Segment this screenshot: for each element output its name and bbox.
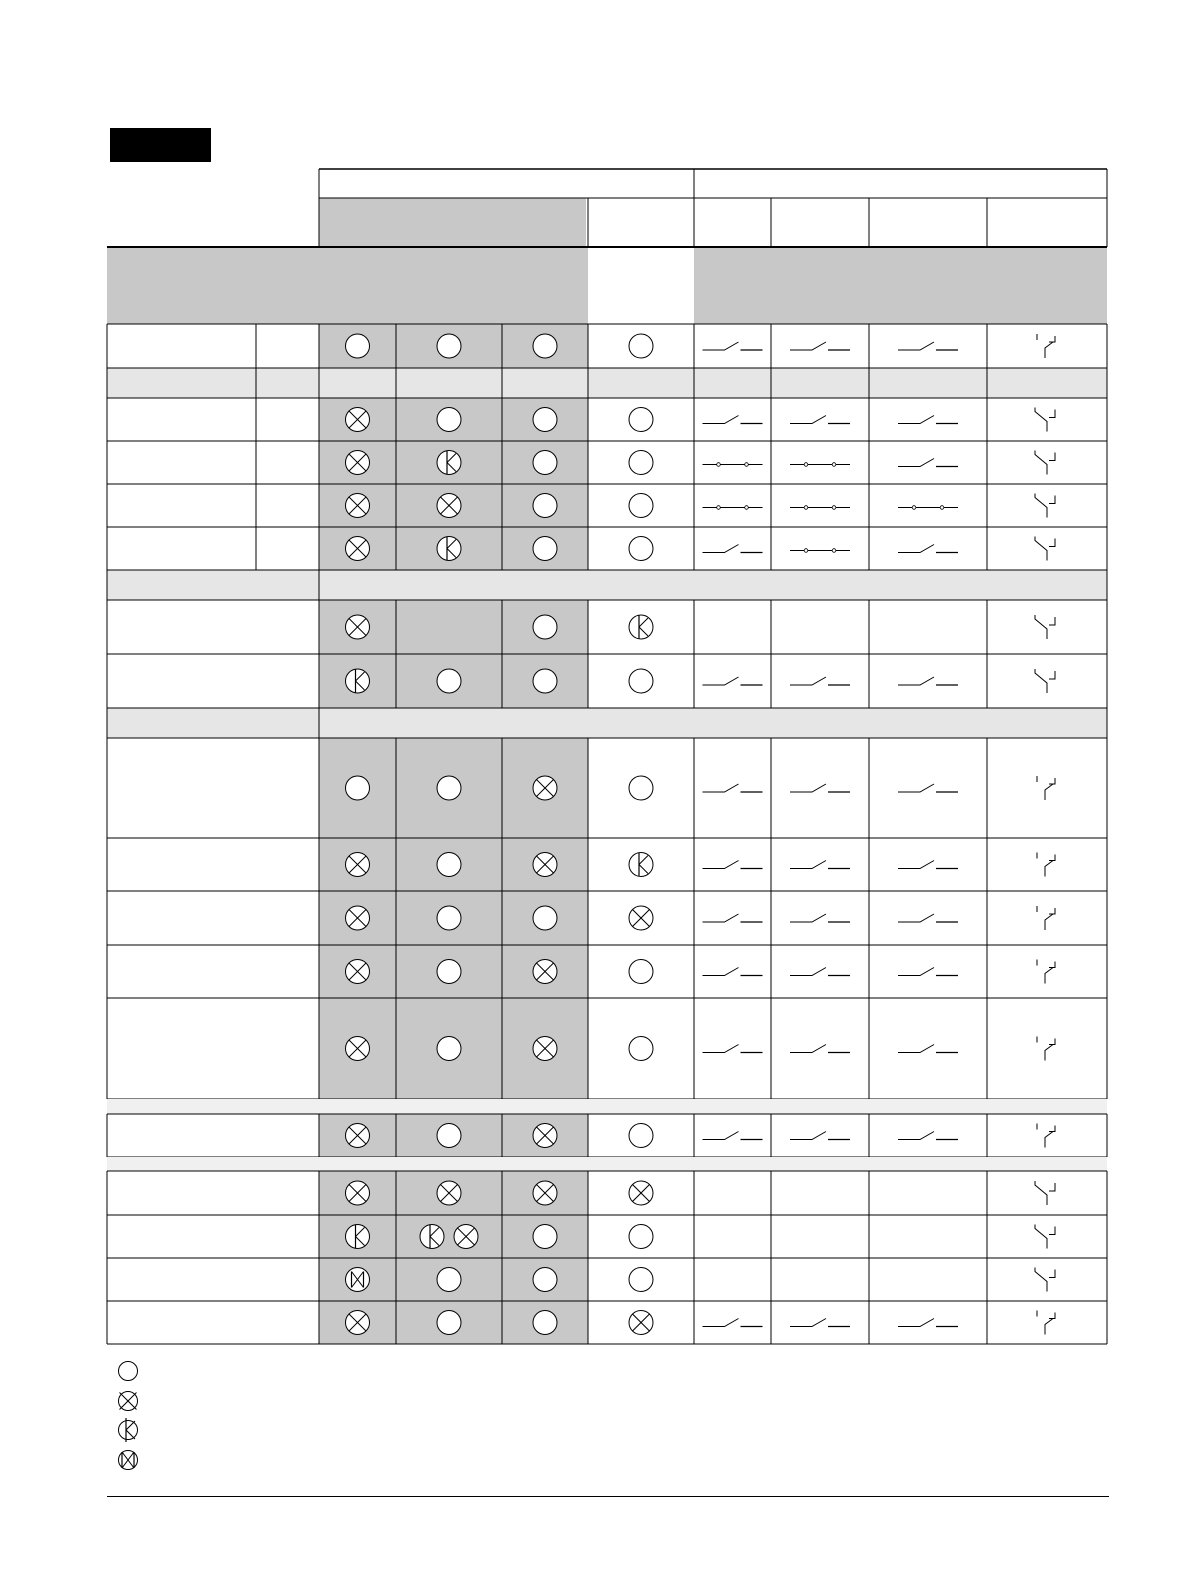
- footer-rule: [107, 1496, 1109, 1497]
- switch-open-icon: [790, 784, 850, 792]
- lamp-off-icon: [629, 1268, 653, 1292]
- relay-energized-icon: [1037, 776, 1055, 800]
- lamp-on-icon: [346, 1124, 370, 1148]
- lamp-blinking-icon: [346, 669, 370, 693]
- header-shade: [502, 248, 588, 324]
- lamp-on-icon: [346, 1037, 370, 1061]
- switch-open-icon: [898, 968, 958, 976]
- switch-open-icon: [703, 1319, 763, 1327]
- relay-de-energized-icon: [1035, 494, 1055, 518]
- lamp-on-icon: [346, 960, 370, 984]
- lamp-on-icon: [346, 1311, 370, 1335]
- lamp-off-icon: [437, 1268, 461, 1292]
- separator-band: [107, 368, 1107, 398]
- lamp-on-icon: [346, 494, 370, 518]
- switch-open-icon: [703, 914, 763, 922]
- switch-open-icon: [898, 1045, 958, 1053]
- separator-band: [107, 708, 1107, 738]
- lamp-off-icon: [629, 408, 653, 432]
- lamp-off-icon: [533, 408, 557, 432]
- lamp-on-icon: [346, 451, 370, 475]
- switch-open-icon: [790, 914, 850, 922]
- lamp-flash-icon: [346, 1268, 370, 1292]
- switch-open-icon: [703, 1045, 763, 1053]
- lamp-blinking-icon: [629, 615, 653, 639]
- lamp-off-icon: [533, 906, 557, 930]
- lamp-on-icon: [437, 1181, 461, 1205]
- lamp-on-icon: [533, 1124, 557, 1148]
- lamp-on-icon: [629, 906, 653, 930]
- switch-closed-icon: [790, 506, 850, 510]
- lamp-on-icon: [346, 853, 370, 877]
- relay-energized-icon: [1037, 906, 1055, 930]
- lamp-off-icon: [437, 776, 461, 800]
- header-shade: [771, 248, 869, 324]
- lamp-blinking-icon: [420, 1225, 444, 1249]
- header-shade: [987, 248, 1107, 324]
- lamp-off-icon: [437, 1037, 461, 1061]
- switch-open-icon: [703, 861, 763, 869]
- lamp-on-icon: [346, 615, 370, 639]
- switch-open-icon: [790, 342, 850, 350]
- lamp-off-icon: [437, 669, 461, 693]
- relay-de-energized-icon: [1035, 537, 1055, 561]
- lamp-blinking-icon: [437, 451, 461, 475]
- separator-band: [107, 570, 1107, 600]
- lamp-on-icon: [533, 853, 557, 877]
- legend-lamp-on-icon: [119, 1392, 138, 1411]
- lamp-on-icon: [629, 1311, 653, 1335]
- lamp-off-icon: [437, 960, 461, 984]
- switch-closed-icon: [703, 463, 763, 467]
- relay-de-energized-icon: [1035, 615, 1055, 639]
- switch-open-icon: [790, 861, 850, 869]
- separator-gap: [107, 1157, 1107, 1171]
- switch-open-icon: [703, 1132, 763, 1140]
- lamp-off-icon: [437, 853, 461, 877]
- lamp-off-icon: [346, 334, 370, 358]
- lamp-off-icon: [533, 615, 557, 639]
- switch-open-icon: [703, 784, 763, 792]
- relay-energized-icon: [1037, 1124, 1055, 1148]
- lamp-on-icon: [533, 1037, 557, 1061]
- lamp-off-icon: [533, 334, 557, 358]
- lamp-off-icon: [629, 1124, 653, 1148]
- lamp-off-icon: [629, 776, 653, 800]
- switch-open-icon: [898, 459, 958, 467]
- switch-open-icon: [898, 677, 958, 685]
- lamp-off-icon: [629, 537, 653, 561]
- switch-closed-icon: [790, 463, 850, 467]
- switch-open-icon: [790, 416, 850, 424]
- relay-de-energized-icon: [1035, 451, 1055, 475]
- switch-closed-icon: [790, 549, 850, 553]
- legend-lamp-off-icon: [119, 1362, 138, 1381]
- lamp-cell-shade: [396, 1215, 502, 1258]
- lamp-off-icon: [629, 494, 653, 518]
- lamp-off-icon: [437, 408, 461, 432]
- lamp-blinking-icon: [629, 853, 653, 877]
- separator-gap: [107, 1099, 1107, 1114]
- relay-energized-icon: [1037, 960, 1055, 984]
- lamp-off-icon: [437, 1311, 461, 1335]
- switch-open-icon: [790, 1132, 850, 1140]
- switch-open-icon: [703, 416, 763, 424]
- switch-open-icon: [790, 1045, 850, 1053]
- switch-open-icon: [703, 342, 763, 350]
- lamp-on-icon: [437, 494, 461, 518]
- legend-lamp-blinking-icon: [119, 1418, 138, 1442]
- relay-energized-icon: [1037, 1311, 1055, 1335]
- lamp-off-icon: [629, 1225, 653, 1249]
- switch-open-icon: [898, 861, 958, 869]
- switch-open-icon: [790, 677, 850, 685]
- lamp-on-icon: [533, 1181, 557, 1205]
- lamp-off-icon: [437, 906, 461, 930]
- switch-open-icon: [898, 416, 958, 424]
- lamp-off-icon: [629, 960, 653, 984]
- lamp-on-icon: [346, 408, 370, 432]
- lamp-off-icon: [629, 334, 653, 358]
- lamp-off-icon: [533, 451, 557, 475]
- header-shade: [869, 248, 987, 324]
- relay-energized-icon: [1037, 853, 1055, 877]
- switch-open-icon: [790, 968, 850, 976]
- lamp-off-icon: [533, 1268, 557, 1292]
- lamp-on-icon: [346, 537, 370, 561]
- relay-de-energized-icon: [1035, 1268, 1055, 1292]
- switch-closed-icon: [898, 506, 958, 510]
- lamp-blinking-icon: [437, 537, 461, 561]
- switch-open-icon: [703, 968, 763, 976]
- relay-de-energized-icon: [1035, 669, 1055, 693]
- lamp-off-icon: [629, 1037, 653, 1061]
- lamp-on-icon: [346, 1181, 370, 1205]
- lamp-cell-shade: [396, 600, 502, 654]
- header-shade: [319, 248, 396, 324]
- relay-energized-icon: [1037, 334, 1055, 358]
- legend-lamp-flash-icon: [119, 1451, 138, 1470]
- relay-de-energized-icon: [1035, 1181, 1055, 1205]
- lamp-on-icon: [533, 776, 557, 800]
- lamp-off-icon: [437, 1124, 461, 1148]
- switch-open-icon: [703, 545, 763, 553]
- switch-open-icon: [898, 784, 958, 792]
- lamp-on-icon: [533, 960, 557, 984]
- switch-closed-icon: [703, 506, 763, 510]
- lamp-off-icon: [533, 537, 557, 561]
- relay-energized-icon: [1037, 1037, 1055, 1061]
- switch-open-icon: [898, 914, 958, 922]
- switch-open-icon: [703, 677, 763, 685]
- switch-open-icon: [898, 1319, 958, 1327]
- lamp-off-icon: [629, 669, 653, 693]
- switch-open-icon: [898, 545, 958, 553]
- lamp-off-icon: [629, 451, 653, 475]
- relay-de-energized-icon: [1035, 408, 1055, 432]
- header-shade: [694, 248, 771, 324]
- switch-open-icon: [898, 342, 958, 350]
- lamp-off-icon: [346, 776, 370, 800]
- header-shade: [396, 248, 502, 324]
- lamp-blinking-icon: [346, 1225, 370, 1249]
- lamp-off-icon: [533, 1311, 557, 1335]
- lamp-on-icon: [346, 906, 370, 930]
- lamp-off-icon: [533, 1225, 557, 1249]
- switch-open-icon: [898, 1132, 958, 1140]
- header-shade: [319, 198, 586, 246]
- lamp-off-icon: [437, 334, 461, 358]
- lamp-on-icon: [629, 1181, 653, 1205]
- header-label-shade: [107, 248, 319, 324]
- lamp-off-icon: [533, 494, 557, 518]
- lamp-off-icon: [533, 669, 557, 693]
- relay-de-energized-icon: [1035, 1225, 1055, 1249]
- lamp-on-icon: [454, 1225, 478, 1249]
- switch-open-icon: [790, 1319, 850, 1327]
